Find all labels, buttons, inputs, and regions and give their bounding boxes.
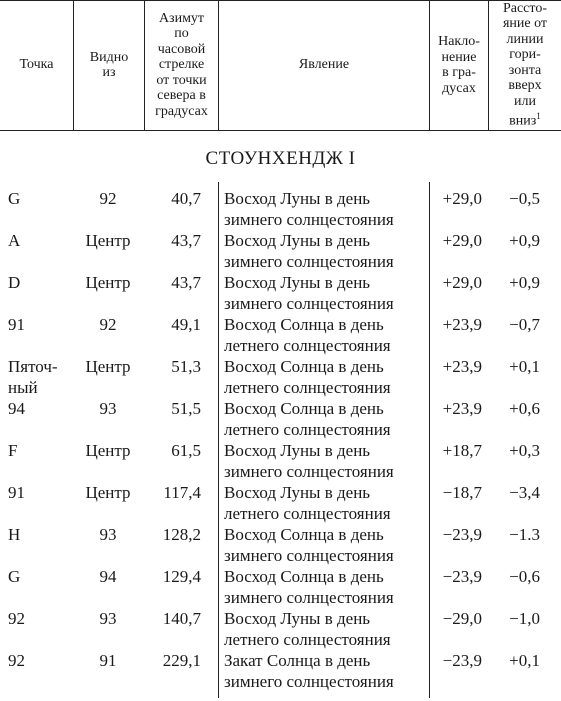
- row-point: 91: [8, 315, 25, 334]
- row-seen-from: Центр: [85, 483, 131, 502]
- table-row: [0, 188, 561, 230]
- row-declination: +29,0: [442, 273, 482, 292]
- header-event-label: Явление: [298, 57, 350, 73]
- table-row: [0, 608, 561, 650]
- row-declination: +18,7: [442, 441, 482, 460]
- row-distance: +0,1: [509, 357, 540, 376]
- row-event: Восход Солнца в день зимнего солнцестояния: [224, 567, 394, 607]
- row-distance: −1.3: [509, 525, 540, 544]
- section-title: СТОУНХЕНДЖ I: [205, 148, 356, 169]
- row-declination: −29,0: [442, 609, 482, 628]
- table-row: [0, 230, 561, 272]
- row-event: Закат Солнца в день зимнего солнцестояния: [224, 651, 394, 691]
- row-point: Пяточ- ный: [8, 357, 58, 397]
- header-declination-label: Накло- нение в гра- дусах: [438, 34, 480, 96]
- table-row: [0, 524, 561, 566]
- row-azimuth: 51,3: [171, 357, 201, 376]
- row-azimuth: 43,7: [171, 231, 201, 250]
- row-event: Восход Солнца в день зимнего солнцестояния: [224, 525, 394, 565]
- header-azimuth: [145, 1, 218, 129]
- row-seen-from: 93: [99, 399, 117, 418]
- row-point: F: [8, 441, 18, 460]
- row-event: Восход Солнца в день летнего солнцестояния: [224, 315, 391, 355]
- header-distance-text: Рассто- яние от линии гори- зонта вверх или вниз: [502, 0, 548, 129]
- header-distance-label: [503, 1, 547, 130]
- header-point-label: Точка: [19, 57, 54, 73]
- header-declination: [430, 1, 488, 129]
- row-azimuth: 117,4: [163, 483, 201, 502]
- row-point: 92: [8, 651, 25, 670]
- table-row: [0, 356, 561, 398]
- table-row: [0, 398, 561, 440]
- row-distance: −0,7: [509, 315, 540, 334]
- row-distance: +0,6: [509, 399, 540, 418]
- row-event: Восход Солнца в день летнего солнцестояния: [224, 399, 391, 439]
- row-azimuth: 43,7: [171, 273, 201, 292]
- table-row: [0, 272, 561, 314]
- row-azimuth: 40,7: [171, 189, 201, 208]
- row-declination: +23,9: [442, 315, 482, 334]
- header-seen-from-label: Видно из: [89, 49, 129, 80]
- row-declination: +29,0: [442, 231, 482, 250]
- row-azimuth: 61,5: [171, 441, 201, 460]
- row-seen-from: 93: [99, 525, 117, 544]
- row-event: Восход Луны в день зимнего солнцестояния: [224, 273, 394, 313]
- row-point: 94: [8, 399, 25, 418]
- row-point: 92: [8, 609, 25, 628]
- row-distance: +0,9: [509, 231, 540, 250]
- table-row: [0, 314, 561, 356]
- header-event: [219, 1, 429, 129]
- table-row: [0, 566, 561, 608]
- row-azimuth: 49,1: [171, 315, 201, 334]
- row-seen-from: Центр: [85, 441, 131, 460]
- row-azimuth: 129,4: [162, 567, 201, 586]
- row-point: G: [8, 567, 21, 586]
- row-seen-from: 91: [99, 651, 117, 670]
- row-azimuth: 229,1: [162, 651, 201, 670]
- row-seen-from: 93: [99, 609, 117, 628]
- header-distance: [489, 1, 561, 129]
- row-distance: +0,1: [509, 651, 540, 670]
- row-event: Восход Луны в день летнего солнцестояния: [224, 483, 391, 523]
- row-declination: +29,0: [442, 189, 482, 208]
- row-event: Восход Солнца в день летнего солнцестояния: [224, 357, 391, 397]
- row-event: Восход Луны в день летнего солнцестояния: [224, 609, 391, 649]
- row-declination: −23,9: [442, 525, 482, 544]
- header-azimuth-label: Азимут по часовой стрелке от точки севера в градусах: [155, 10, 208, 119]
- row-event: Восход Луны в день зимнего солнцестояния: [224, 189, 394, 229]
- row-seen-from: Центр: [85, 273, 131, 292]
- row-point: D: [8, 273, 21, 292]
- row-event: Восход Луны в день зимнего солнцестояния: [224, 231, 394, 271]
- row-point: 91: [8, 483, 25, 502]
- footnote-mark: 1: [536, 111, 541, 122]
- row-distance: −0,6: [509, 567, 540, 586]
- row-seen-from: 94: [99, 567, 117, 586]
- row-azimuth: 140,7: [162, 609, 201, 628]
- row-event: Восход Луны в день зимнего солнцестояния: [224, 441, 394, 481]
- row-distance: −0,5: [509, 189, 540, 208]
- header-point: [0, 1, 73, 129]
- table-row: [0, 650, 561, 692]
- row-distance: −1,0: [509, 609, 540, 628]
- row-azimuth: 128,2: [162, 525, 201, 544]
- row-seen-from: Центр: [85, 357, 131, 376]
- row-distance: −3,4: [509, 483, 540, 502]
- row-distance: +0,3: [509, 441, 540, 460]
- row-seen-from: 92: [99, 189, 117, 208]
- header-bottom-rule: [0, 130, 561, 131]
- row-point: G: [8, 189, 21, 208]
- table-row: [0, 482, 561, 524]
- row-declination: −23,9: [442, 567, 482, 586]
- row-declination: +23,9: [442, 399, 482, 418]
- row-point: A: [8, 231, 21, 250]
- row-declination: +23,9: [442, 357, 482, 376]
- row-distance: +0,9: [509, 273, 540, 292]
- table-row: [0, 440, 561, 482]
- row-point: H: [8, 525, 21, 544]
- row-seen-from: 92: [99, 315, 117, 334]
- row-declination: −23,9: [442, 651, 482, 670]
- row-azimuth: 51,5: [171, 399, 201, 418]
- row-seen-from: Центр: [85, 231, 131, 250]
- row-declination: −18,7: [442, 483, 482, 502]
- header-seen-from: [74, 1, 144, 129]
